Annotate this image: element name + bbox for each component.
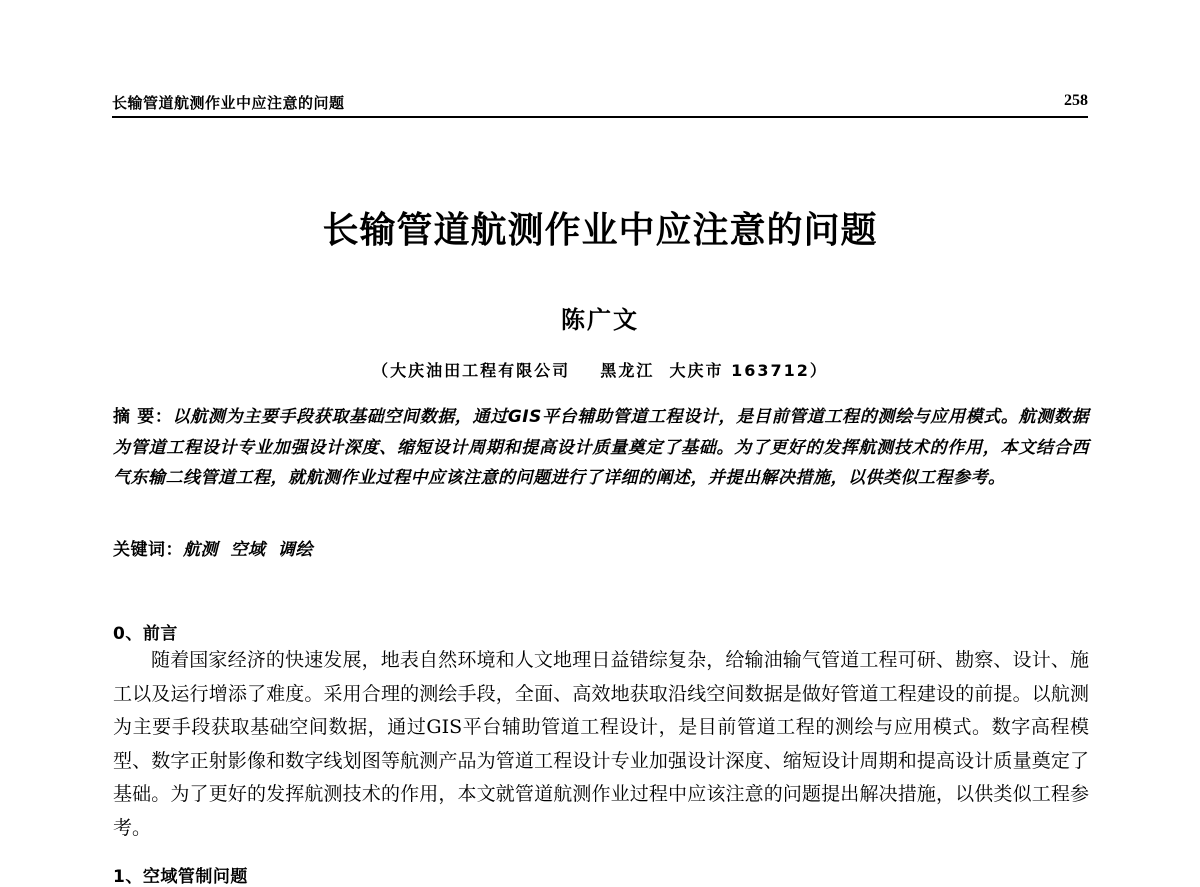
abstract-label: 摘 要： bbox=[113, 407, 173, 427]
keywords-terms: 航测 空域 调绘 bbox=[183, 540, 313, 560]
section-heading-intro: 0、前言 bbox=[113, 624, 178, 644]
keywords bbox=[113, 535, 313, 560]
page-number: 258 bbox=[1064, 92, 1088, 109]
paper-title: 长输管道航测作业中应注意的问题 bbox=[322, 210, 878, 251]
keywords-label: 关键词： bbox=[113, 540, 183, 560]
running-title: 长输管道航测作业中应注意的问题 bbox=[112, 94, 345, 112]
abstract-text: 以航测为主要手段获取基础空间数据，通过GIS平台辅助管道工程设计，是目前管道工程的测绘与应用模式。航测数据为管道工程设计专业加强设计深度、缩短设计周期和提高设计质量奠定了基础。为了更好的发挥航测技术的作用，本文结合西气东输二线管道工程，就航测作业过程中应该注意的问题进行了详细的阐述，并提出解决措施，以供类似工程参考。 bbox=[113, 407, 1089, 488]
author-affiliation: （大庆油田工程有限公司 黑龙江 大庆市 163712） bbox=[372, 361, 828, 380]
intro-paragraph: 随着国家经济的快速发展，地表自然环境和人文地理日益错综复杂，给输油输气管道工程可研、勘察、设计、施工以及运行增添了难度。采用合理的测绘手段，全面、高效地获取沿线空间数据是做好管道工程建设的前提。以航测为主要手段获取基础空间数据，通过GIS平台辅助管道工程设计，是目前管道工程的测绘与应用模式。数字高程模型、数字正射影像和数字线划图等航测产品为管道工程设计专业加强设计深度、缩短设计周期和提高设计质量奠定了基础。为了更好的发挥航测技术的作用，本文就管道航测作业过程中应该注意的问题提出解决措施，以供类似工程参考。 bbox=[113, 649, 1089, 839]
section-heading-airspace: 1、空域管制问题 bbox=[113, 867, 248, 887]
running-header bbox=[112, 92, 1088, 118]
abstract bbox=[113, 402, 1089, 494]
author-name: 陈广文 bbox=[561, 306, 639, 334]
